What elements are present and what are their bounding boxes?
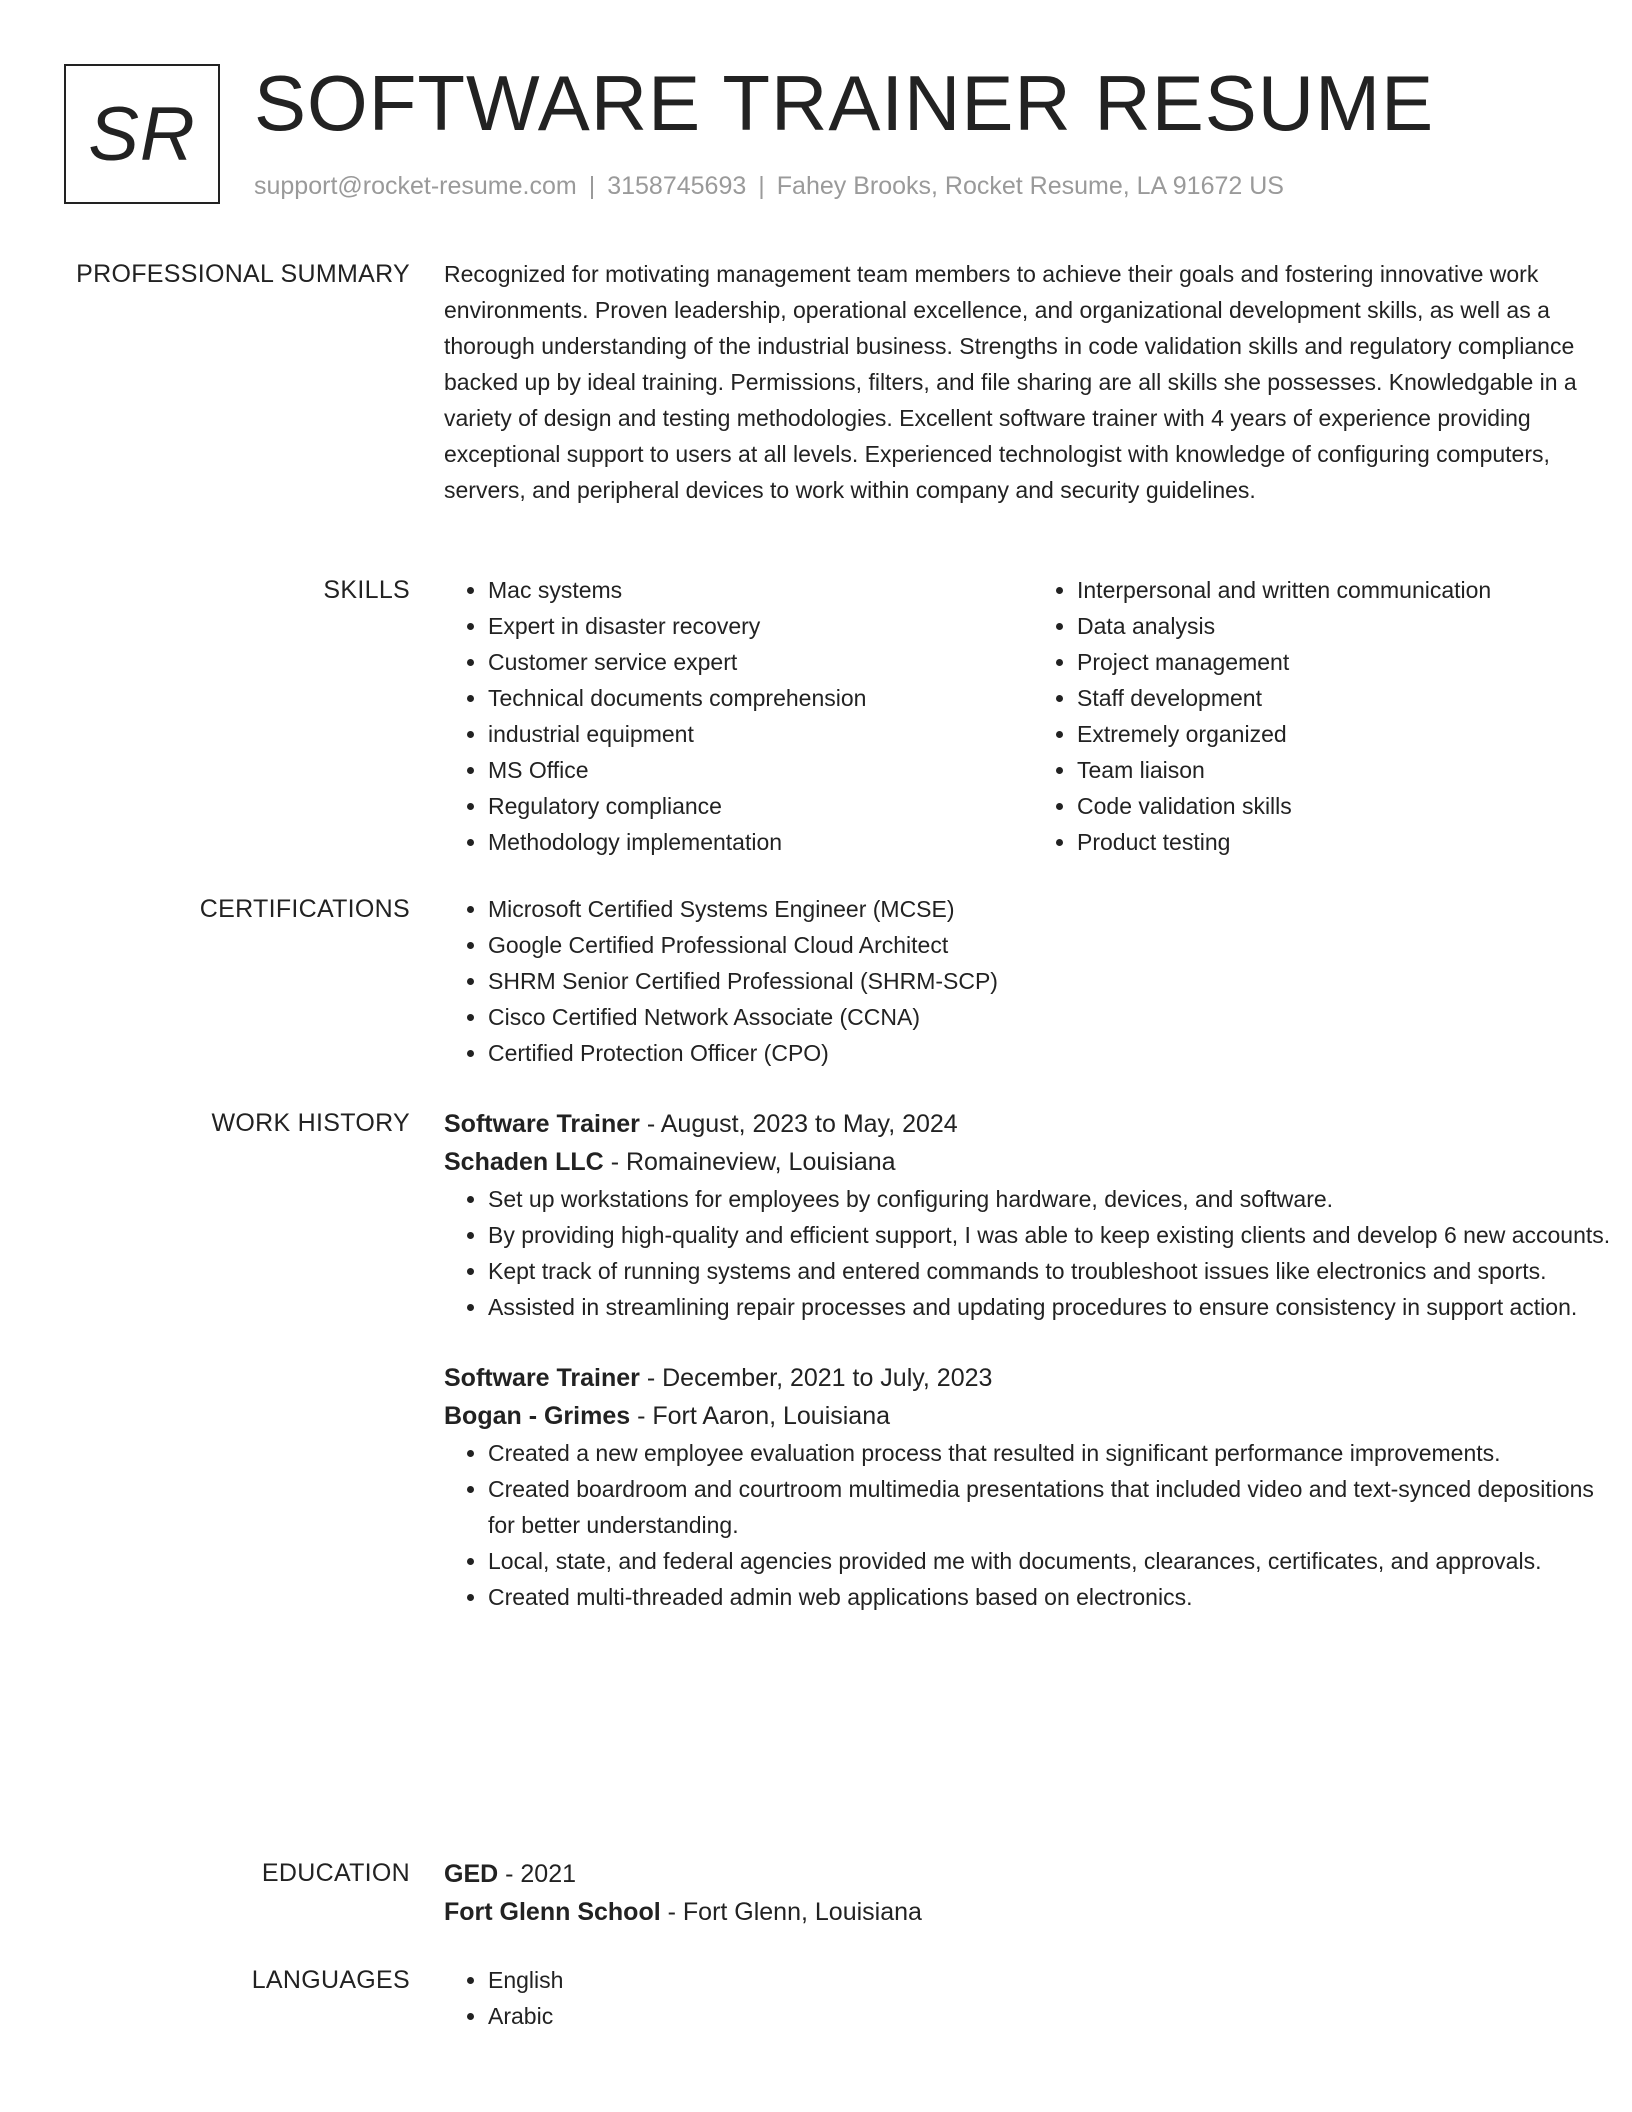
section-label: CERTIFICATIONS [199,895,410,923]
list-item: • MS Office [488,752,1033,788]
list-item: • industrial equipment [488,716,1033,752]
education-body [444,1855,1624,1931]
job-bullets [444,1435,1624,1615]
certifications-list [444,891,1624,1071]
certifications-body [444,891,1624,1071]
job-title: Software Trainer [444,1364,640,1392]
list-item: • English [488,1962,1624,1998]
languages-list [444,1962,1624,2034]
resume-header [64,59,1584,214]
job-title-line [444,1359,1624,1397]
contact-line [254,172,1284,201]
list-item: • SHRM Senior Certified Professional (SHRM-SCP) [488,963,1624,999]
job-location: - Fort Aaron, Louisiana [630,1402,891,1430]
list-item: • Staff development [1077,680,1622,716]
resume-title: SOFTWARE TRAINER RESUME [254,59,1435,147]
list-item: • Arabic [488,1998,1624,2034]
education-location: - Fort Glenn, Louisiana [660,1898,922,1926]
job-company-line [444,1397,1624,1435]
list-item: • Regulatory compliance [488,788,1033,824]
job-company: Bogan - Grimes [444,1402,631,1430]
job-company: Schaden LLC [444,1148,604,1176]
job-title: Software Trainer [444,1110,640,1138]
job-dates: - December, 2021 to July, 2023 [639,1364,993,1392]
list-item: • Mac systems [488,572,1033,608]
education-degree-line [444,1855,1624,1893]
contact-separator: | [758,172,765,200]
list-item: • Customer service expert [488,644,1033,680]
list-item: • Created boardroom and courtroom multimedia presentations that included video and text-synced depositions for better understanding. [488,1471,1624,1543]
contact-address: Fahey Brooks, Rocket Resume, LA 91672 US [776,172,1284,200]
list-item: • By providing high-quality and efficient support, I was able to keep existing clients and develop 6 new accounts. [488,1217,1624,1253]
section-label: PROFESSIONAL SUMMARY [76,260,410,288]
contact-email[interactable]: support@rocket-resume.com [254,172,577,200]
section-label: EDUCATION [261,1859,410,1887]
contact-separator: | [588,172,596,200]
education-degree: GED [444,1860,499,1888]
section-label: SKILLS [323,576,410,604]
job-entry [444,1359,1624,1615]
work-history-body [444,1105,1624,1615]
monogram-badge: SR [64,64,220,204]
list-item: • Google Certified Professional Cloud Architect [488,927,1624,963]
job-company-line [444,1143,1624,1181]
list-item: • Product testing [1077,824,1622,860]
skills-list-right [1033,572,1622,860]
job-title-line [444,1105,1624,1143]
contact-phone[interactable]: 3158745693 [607,172,747,200]
list-item: • Data analysis [1077,608,1622,644]
list-item: • Assisted in streamlining repair processes and updating procedures to ensure consistency in support action. [488,1289,1624,1325]
list-item: • Created multi-threaded admin web applications based on electronics. [488,1579,1624,1615]
list-item: • Project management [1077,644,1622,680]
list-item: • Extremely organized [1077,716,1622,752]
skills-list-left [444,572,1033,860]
list-item: • Technical documents comprehension [488,680,1033,716]
summary-text: Recognized for motivating management team members to achieve their goals and fostering innovative work environments. Proven leadership, operational excellence, and organizational development skills, as well as a thorough understanding of the industrial business. Strengths in code validation skills and regulatory compliance backed up by ideal training. Permissions, filters, and file sharing are all skills she possesses. Knowledgable in a variety of design and testing methodologies. Excellent software trainer with 4 years of experience providing exceptional support to users at all levels. Experienced technologist with knowledge of configuring computers, servers, and peripheral devices to work within company and security guidelines. [444,261,1577,503]
summary-body [444,256,1624,508]
education-school: Fort Glenn School [444,1898,661,1926]
list-item: • Methodology implementation [488,824,1033,860]
list-item: • Microsoft Certified Systems Engineer (MCSE) [488,891,1624,927]
list-item: • Code validation skills [1077,788,1622,824]
education-school-line [444,1893,1624,1931]
job-bullets [444,1181,1624,1325]
section-label: WORK HISTORY [211,1109,410,1137]
job-location: - Romaineview, Louisiana [603,1148,896,1176]
list-item: • Certified Protection Officer (CPO) [488,1035,1624,1071]
job-entry [444,1105,1624,1325]
list-item: • Cisco Certified Network Associate (CCNA) [488,999,1624,1035]
section-label: LANGUAGES [251,1966,410,1994]
list-item: • Created a new employee evaluation process that resulted in significant performance improvements. [488,1435,1624,1471]
list-item: • Kept track of running systems and entered commands to troubleshoot issues like electronics and sports. [488,1253,1624,1289]
list-item: • Team liaison [1077,752,1622,788]
job-dates: - August, 2023 to May, 2024 [639,1110,958,1138]
list-item: • Expert in disaster recovery [488,608,1033,644]
list-item: • Set up workstations for employees by configuring hardware, devices, and software. [488,1181,1624,1217]
skills-columns [444,572,1624,860]
education-year: - 2021 [498,1860,577,1888]
languages-body [444,1962,1624,2034]
list-item: • Interpersonal and written communication [1077,572,1622,608]
list-item: • Local, state, and federal agencies provided me with documents, clearances, certificates, and approvals. [488,1543,1624,1579]
